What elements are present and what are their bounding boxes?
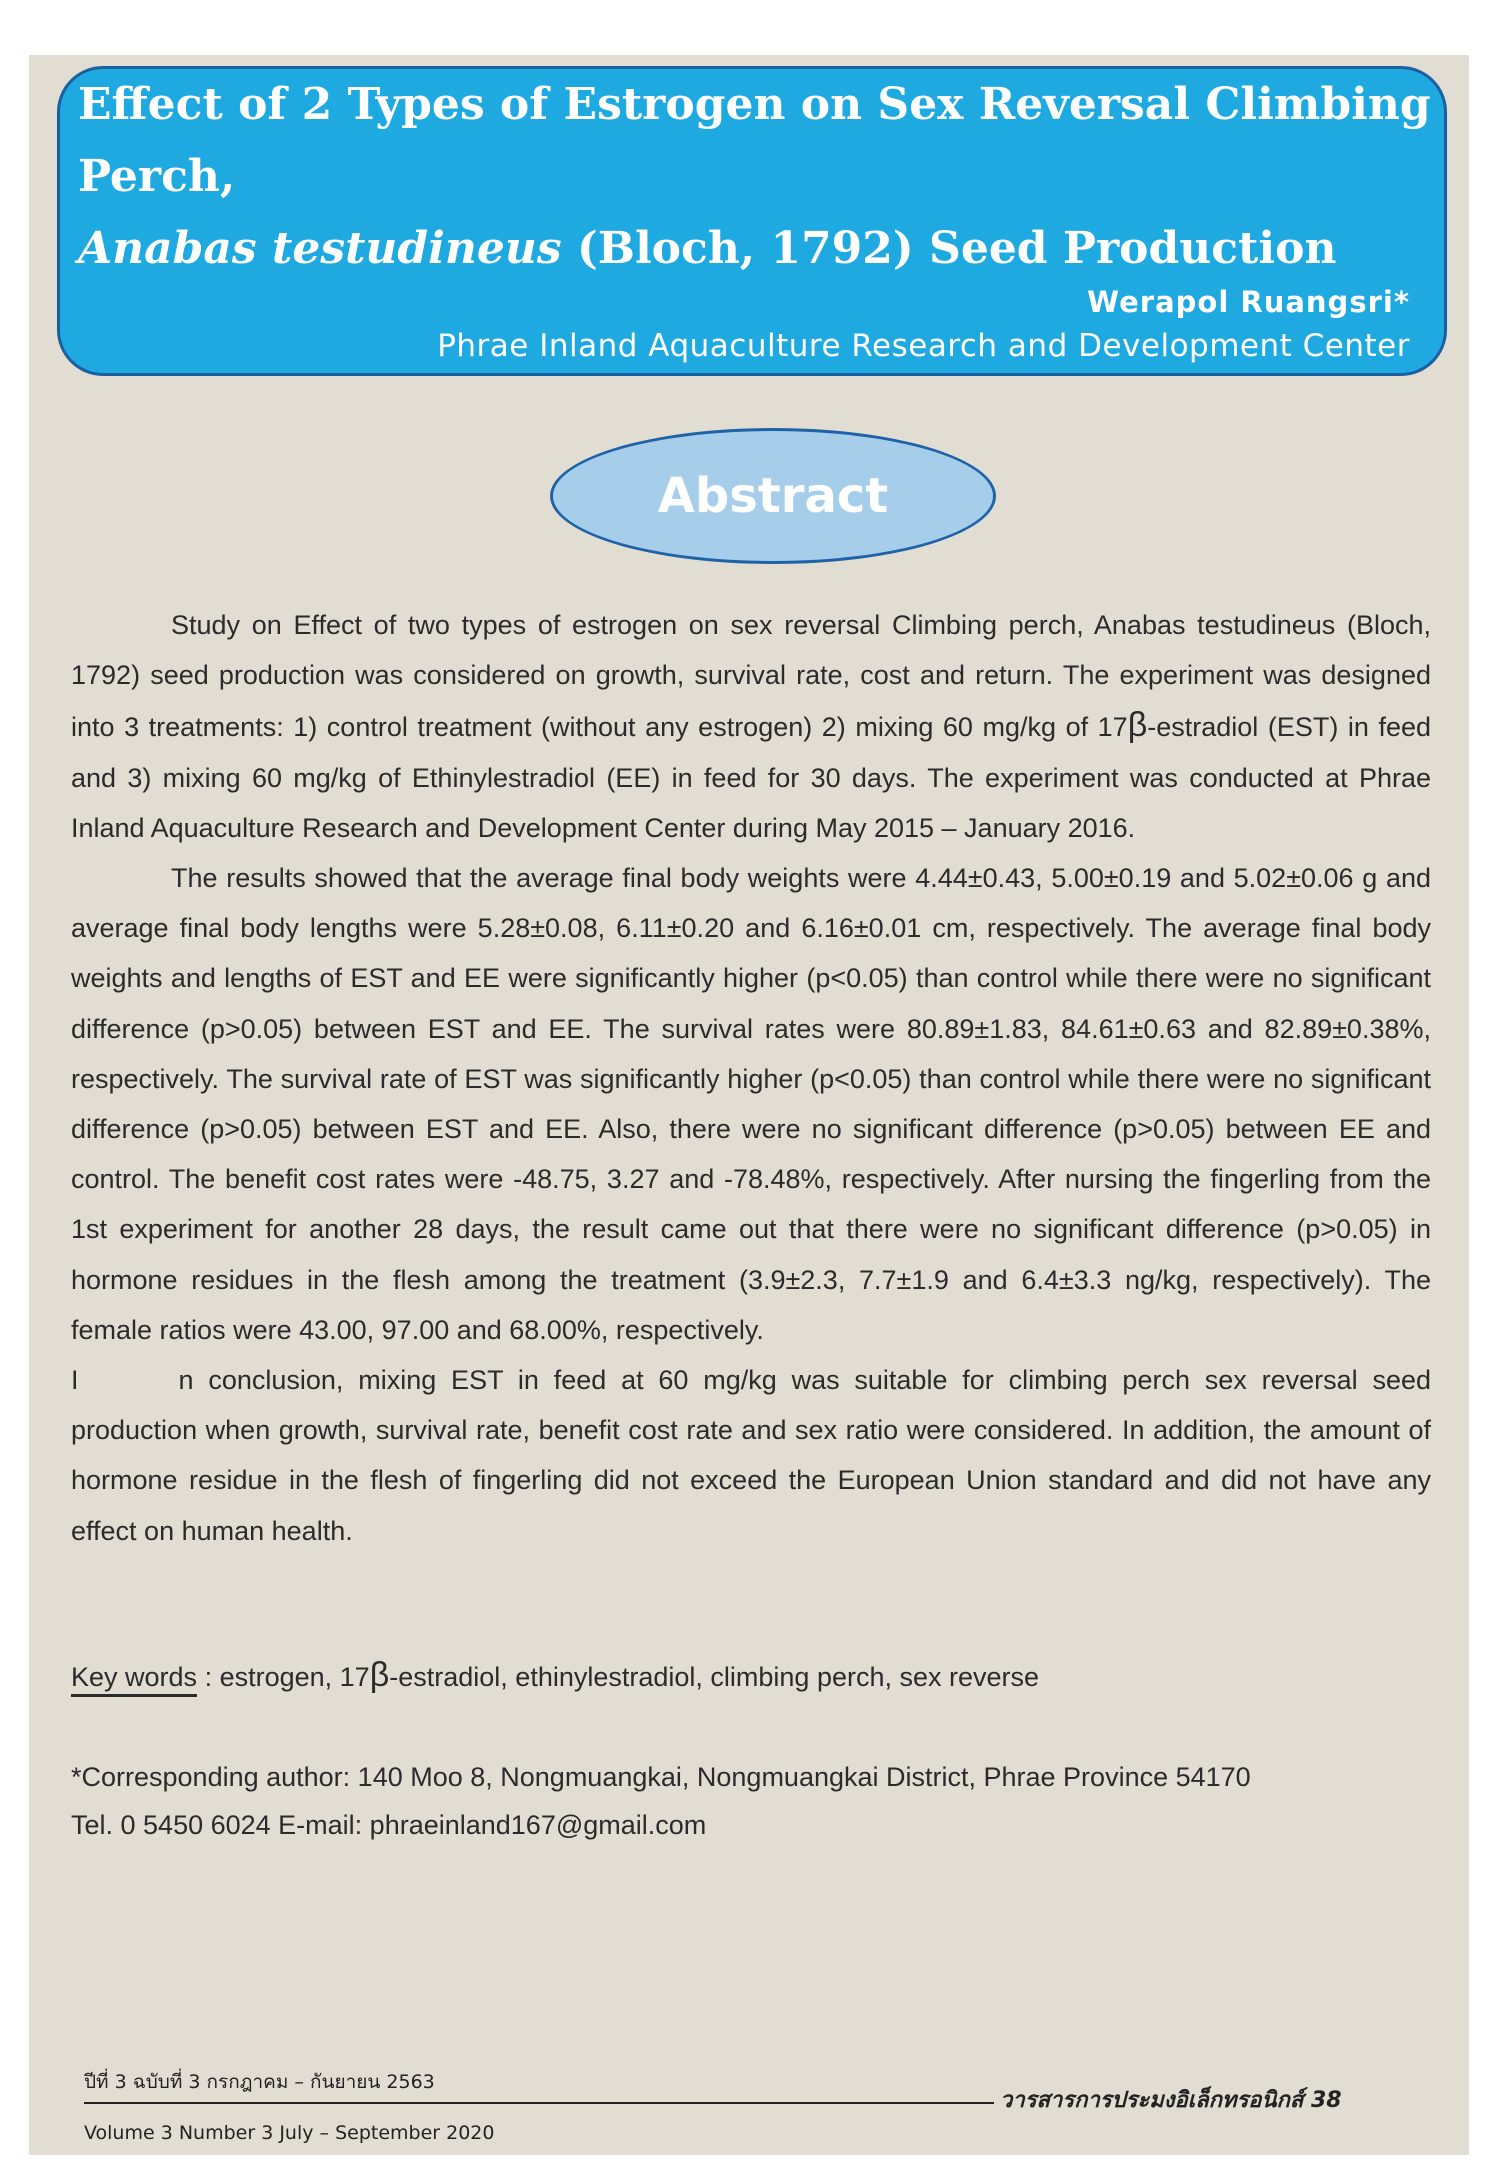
footer-english-issue: Volume 3 Number 3 July – September 2020: [84, 2122, 495, 2144]
p1-text-a: Study on Effect of two types of estrogen on sex reversal Climbing perch, Anabas testudineus (Bloch, 1792) seed production was considered on growth, survival rate, cost and return. The experiment was designed into 3 treatments: 1) control treatment (without any estrogen) 2) mixing 60 mg/kg of 17: [71, 610, 1431, 743]
keywords-beta: β: [369, 1656, 390, 1694]
abstract-paragraph-3: [71, 1355, 1431, 1556]
keywords-label: Key words: [71, 1662, 197, 1697]
species-name: Anabas testudineus: [78, 223, 562, 274]
abstract-heading-oval: [550, 428, 996, 564]
corresponding-author: [71, 1753, 1251, 1849]
title-line-2: Perch,: [78, 151, 236, 202]
footer-thai-issue: ปีที่ 3 ฉบับที่ 3 กรกฎาคม – กันยายน 2563: [84, 2071, 435, 2093]
corresponding-contact: Tel. 0 5450 6024 E-mail: phraeinland167@gmail.com: [71, 1810, 707, 1840]
keywords: [71, 1655, 1039, 1697]
author-affiliation: Phrae Inland Aquaculture Research and Development Center: [437, 328, 1410, 364]
p3-first-letter: I: [71, 1365, 79, 1396]
p3-text: n conclusion, mixing EST in feed at 60 mg/kg was suitable for climbing perch sex reversal seed production when growth, survival rate, benefit cost rate and sex ratio were considered. In addition, the amount of hormone residue in the flesh of fingerling did not exceed the European Union standard and did not have any effect on human health.: [71, 1365, 1431, 1546]
corresponding-address: *Corresponding author: 140 Moo 8, Nongmuangkai, Nongmuangkai District, Phrae Province 54170: [71, 1762, 1251, 1792]
title-line-3: [78, 224, 1336, 274]
title-line-3-rest: (Bloch, 1792) Seed Production: [561, 223, 1337, 274]
abstract-paragraph-2: The results showed that the average final body weights were 4.44±0.43, 5.00±0.19 and 5.02±0.06 g and average final body lengths were 5.28±0.08, 6.11±0.20 and 6.16±0.01 cm, respectively. The average final body weights and lengths of EST and EE were significantly higher (p<0.05) than control while there were no significant difference (p>0.05) between EST and EE. The survival rates were 80.89±1.83, 84.61±0.63 and 82.89±0.38%, respectively. The survival rate of EST was significantly higher (p<0.05) than control while there were no significant difference (p>0.05) between EST and EE. Also, there were no significant difference (p>0.05) between EE and control. The benefit cost rates were -48.75, 3.27 and -78.48%, respectively. After nursing the fingerling from the 1st experiment for another 28 days, the result came out that there were no significant difference (p>0.05) in hormone residues in the flesh among the treatment (3.9±2.3, 7.7±1.9 and 6.4±3.3 ng/kg, respectively). The female ratios were 43.00, 97.00 and 68.00%, respectively.: [71, 863, 1431, 1345]
footer-journal-page: วารสารการประมงอิเล็กทรอนิกส์ 38: [1000, 2088, 1342, 2113]
keywords-sep: : estrogen, 17: [197, 1662, 370, 1692]
abstract-paragraph-1: [71, 600, 1431, 853]
author-name: Werapol Ruangsri*: [1087, 285, 1410, 319]
footer-divider: [84, 2102, 994, 2104]
p1-text-b: -estradiol (EST) in feed and 3) mixing 60 mg/kg of Ethinylestradiol (EE) in feed for 30 days. The experiment was conducted at Phrae Inland Aquaculture Research and Development Center during May 2015 – January 2016.: [71, 712, 1432, 843]
abstract-body: [71, 600, 1431, 1556]
abstract-heading: Abstract: [657, 468, 889, 524]
beta-symbol: β: [1127, 706, 1148, 745]
keywords-list: -estradiol, ethinylestradiol, climbing perch, sex reverse: [389, 1662, 1040, 1692]
title-line-1: Effect of 2 Types of Estrogen on Sex Reversal Climbing: [78, 79, 1431, 130]
